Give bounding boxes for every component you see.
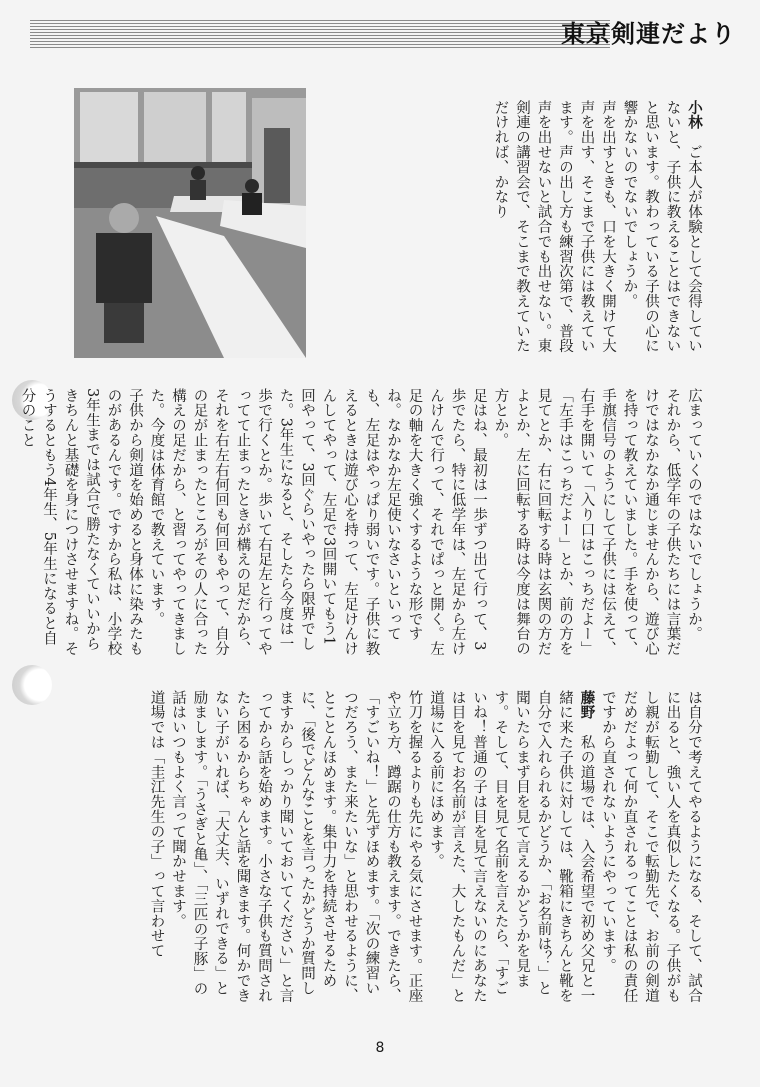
speaker-fujino: 藤野: [578, 690, 595, 720]
meeting-photo: [74, 88, 306, 358]
binder-hole-bottom: [12, 665, 52, 705]
publication-title: 東京剣連だより: [561, 19, 736, 48]
page-number: 8: [375, 1040, 385, 1056]
top-column: [320, 100, 704, 358]
middle-column-text: 広まっていくのではないでしょうか。 それから、低学年の子供たちには言葉だけではなかなか通じませんから、遊び心を持って教えていました。手を使って、手旗信号のようにして子供には伝えて、右手を開いて「入り口はこっちだよー」「左手はこっちだよー」とか、前の方を見てとか、右に回転する時は玄関の方だよとか、左に回転する時は今度は舞台の方とか。 足はね、最初は一歩ずつ出て行って、3歩でたら、特に低学年は、左足から左けんけんで行って、それでぱっと開く。左足の軸を大きく強くするような形ですね。なかなか左足使いなさいといっても、左足はやっぱり弱いです。子供に教えるときは遊び心を持って、左足けんけんしてやって、左足で3回開いてもう1回やって、3回ぐらいやったら限界でした。3年生になると、そしたら今度は一歩で行くとか。歩いて右足左と行ってやってて止まったときが構えの足だから、それを右左右何回も何回もやって、自分の足が止まったところがその人に合った構えの足だから、と習ってやってきました。今度は体育館で教えています。 子供から剣道を始めると身体に染みたものがあるんです。ですから私は、小学校3年生までは試合で勝たなくていいからきちんと基礎を身につけさせますね。そうするともう4年生、5年生になると自分のこと: [19, 388, 702, 657]
bottom-column-lead-text: は自分で考えてやるようになる、そして、試合に出ると、強い人を真似したくなる。子供がもし親が転勤して、そこで転勤先で、お前の剣道だめだよって何か直されるってことは私の責任ですから直されないようにやっています。: [600, 690, 702, 1003]
speaker-kobayashi: 小林: [686, 100, 702, 130]
meeting-photo-illustration: [74, 88, 306, 358]
middle-column: [19, 388, 704, 658]
header-rule: [30, 20, 610, 48]
top-column-text: ご本人が体験として会得していないと、子供に教えることはできないと思います。教わっている子供の心に響かないのでないでしょうか。 声を出すときも、口を大きく開けて大声を出す、そこまで子供には教えています。声の出し方も練習次第で、普段声を出せないと試合でも出せない。東剣連の講習会で、そこまで教えていただければ、かなり: [492, 100, 702, 354]
bottom-column-text: 私の道場では、入会希望で初め父兄と一緒に来た子供に対しては、靴箱にきちんと靴を自分で入れられるかどうか、「お名前は？」と聞いたらまず目を見て言えるかどうかを見ます。そして、目を見て名前を言えたら、「すごいね！普通の子は目を見て言えないのにあなたは目を見てお名前が言えた、大したもんだ」と道場に入る前にほめます。 竹刀を握るよりも先にやる気にさせます。正座や立ち方、蹲踞の仕方も教えます。できたら、「すごいね！」と先ずほめます。「次の練習いつだろう、また来たいな」と思わせるように、とことんほめます。集中力を持続させるために、「後でどんなことを言ったかどうか質問しますからしっかり聞いておいてください」と言ってから話を始めます。小さな子供も質問されたら困るからちゃんと話を聞きます。何かできない子がいれば、「大丈夫、いずれできる」と励まします。「うさぎと亀」、「三匹の子豚」の話はいつもよく言って聞かせます。 道場では「圭江先生の子」って言わせて: [148, 690, 595, 1003]
bottom-column: [74, 690, 704, 1010]
